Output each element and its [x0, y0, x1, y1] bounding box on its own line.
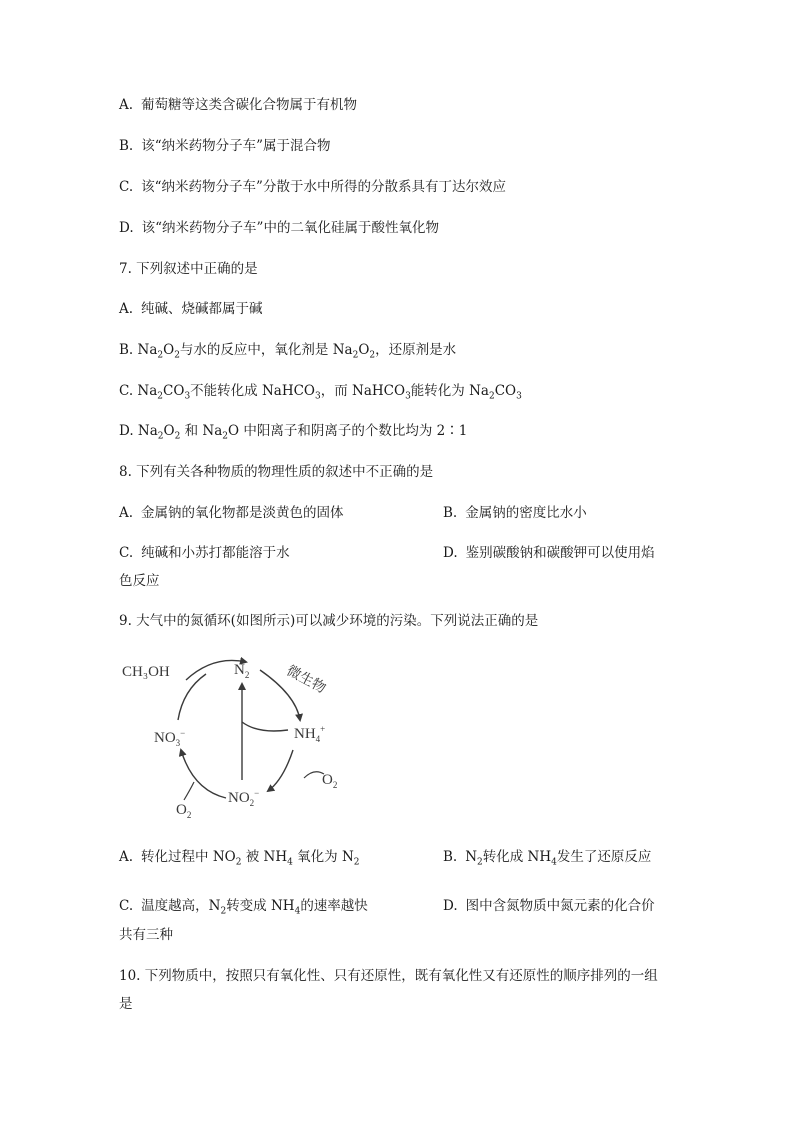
- text-run: D. Na: [119, 423, 158, 439]
- o2-input-right: [304, 772, 324, 778]
- subscript: 2: [157, 391, 164, 402]
- option-label: A.: [119, 505, 134, 521]
- q7-option-d: D. $Na_2O_2$ 和 $Na_2O$ 中阳离子和阴离子的个数比均为 2∶1: [119, 423, 468, 442]
- nitrogen-cycle-diagram: [118, 650, 358, 820]
- option-label: D.: [119, 220, 134, 236]
- text-run: 转化过程中 NO: [141, 849, 236, 865]
- option-text: 该“纳米药物分子车”分散于水中所得的分散系具有丁达尔效应: [141, 179, 506, 195]
- arrow-nh4-to-no2: [268, 750, 293, 791]
- subscript: 3: [405, 391, 411, 402]
- q8-option-c: [119, 544, 290, 562]
- text-run: O 中阳离子和阴离子的个数比均为 2∶1: [228, 423, 468, 439]
- o2-input-left: [184, 782, 194, 800]
- q9-option-a: [119, 848, 360, 866]
- q7-option-a: [119, 300, 263, 318]
- text-run: 氧化为 N: [297, 849, 354, 865]
- subscript: 4: [287, 857, 293, 868]
- subscript: 3: [184, 391, 191, 402]
- option-label: B.: [443, 849, 458, 865]
- text-run: 发生了还原反应: [556, 849, 652, 865]
- q9-option-b: [443, 848, 651, 866]
- text-run: 转变成 NH: [226, 898, 295, 914]
- option-label: A.: [119, 849, 134, 865]
- label-no2: $NO_2^-$: [228, 788, 260, 808]
- option-text: 该“纳米药物分子车”属于混合物: [141, 138, 331, 154]
- option-text: 图中含氮物质中氮元素的化合价: [465, 898, 655, 914]
- q6-option-a: [119, 96, 357, 114]
- text-run: N: [465, 849, 478, 865]
- q10-stem: 10. 下列物质中，按照只有氧化性、只有还原性，既有氧化性又有还原性的顺序排列的一组: [119, 968, 658, 984]
- option-text: 金属钠的密度比水小: [465, 505, 587, 521]
- subscript: 2: [220, 906, 227, 917]
- option-label: B.: [119, 138, 134, 154]
- text-run: 被 NH: [245, 849, 288, 865]
- arrow-nh4-join: [242, 722, 288, 731]
- label-microbe: 微生物: [283, 663, 328, 697]
- text-run: ，而 NaHCO: [320, 383, 406, 399]
- q6-option-d: [119, 219, 439, 237]
- subscript: 2: [174, 431, 181, 442]
- q8-stem: 8. 下列有关各种物质的物理性质的叙述中不正确的是: [119, 464, 434, 480]
- q7-option-c: [119, 382, 522, 400]
- q7-option-b: B. $Na_2O_2$与水的反应中，氧化剂是 $Na_2O_2$，还原剂是水: [119, 342, 457, 361]
- q9-stem: 9. 大气中的氮循环(如图所示)可以减少环境的污染。下列说法正确的是: [119, 613, 539, 629]
- text-run: 的速率越快: [300, 898, 368, 914]
- q10-stem-continued: 是: [119, 996, 133, 1012]
- text-run: 与水的反应中，氧化剂是 Na: [179, 342, 353, 358]
- text-run: 温度越高，N: [141, 898, 221, 914]
- option-label: C.: [119, 545, 134, 561]
- subscript: 2: [488, 391, 495, 402]
- q6-option-c: [119, 178, 506, 196]
- option-label: C.: [119, 179, 134, 195]
- q9-option-d-continued: 共有三种: [119, 927, 173, 943]
- label-n2: $N_2$: [234, 662, 250, 680]
- option-label: D.: [443, 898, 458, 914]
- option-text: 纯碱和小苏打都能溶于水: [141, 545, 290, 561]
- option-text: 金属钠的氧化物都是淡黄色的固体: [141, 505, 344, 521]
- text-run: C. Na: [119, 383, 158, 399]
- subscript: 2: [174, 350, 180, 361]
- text-run: CO: [494, 383, 517, 399]
- option-label: C.: [119, 898, 134, 914]
- q9-option-c: [119, 897, 368, 915]
- subscript: 3: [315, 391, 321, 402]
- subscript: 2: [369, 350, 376, 361]
- label-ch3oh: CH₃OH: [122, 664, 170, 680]
- option-label: D.: [443, 545, 458, 561]
- arrow-no2-to-no3: [181, 750, 226, 798]
- label-o2-right: $O_2$: [322, 772, 338, 790]
- subscript: 4: [551, 857, 557, 868]
- text-run: B. Na: [119, 342, 158, 358]
- arrow-no3-to-n2: [178, 674, 206, 720]
- subscript: 2: [157, 350, 164, 361]
- q7-stem: 7. 下列叙述中正确的是: [119, 261, 258, 277]
- subscript: 2: [352, 350, 359, 361]
- text-run: 转化成 NH: [482, 849, 552, 865]
- q9-option-d: [443, 897, 655, 915]
- text-run: ，还原剂是水: [375, 342, 457, 358]
- q8-option-a: [119, 504, 344, 522]
- label-o2-left: $O_2$: [176, 802, 192, 820]
- text-run: 不能转化成 NaHCO: [190, 383, 315, 399]
- label-no3: $NO_3^-$: [154, 728, 186, 748]
- subscript: 2: [353, 857, 360, 868]
- q8-option-d: [443, 544, 655, 562]
- option-label: A.: [119, 301, 134, 317]
- option-text: 纯碱、烧碱都属于碱: [141, 301, 263, 317]
- option-label: A.: [119, 97, 134, 113]
- q6-option-b: [119, 137, 331, 155]
- label-nh4: $NH_4^+$: [294, 724, 326, 744]
- q8-option-d-continued: 色反应: [119, 573, 160, 589]
- option-label: B.: [443, 505, 458, 521]
- subscript: 2: [477, 857, 483, 868]
- option-text: 鉴别碳酸钠和碳酸钾可以使用焰: [465, 545, 655, 561]
- option-text: 该“纳米药物分子车”中的二氧化硅属于酸性氧化物: [141, 220, 439, 236]
- subscript: 2: [157, 431, 164, 442]
- text-run: 和 Na: [184, 423, 223, 439]
- option-text: 葡萄糖等这类含碳化合物属于有机物: [141, 97, 358, 113]
- text-run: 能转化为 Na: [410, 383, 489, 399]
- q8-option-b: [443, 504, 587, 522]
- subscript: 3: [516, 391, 522, 402]
- subscript: 2: [235, 857, 242, 868]
- text-run: CO: [163, 383, 185, 399]
- subscript: 4: [294, 906, 301, 917]
- subscript: 2: [222, 431, 229, 442]
